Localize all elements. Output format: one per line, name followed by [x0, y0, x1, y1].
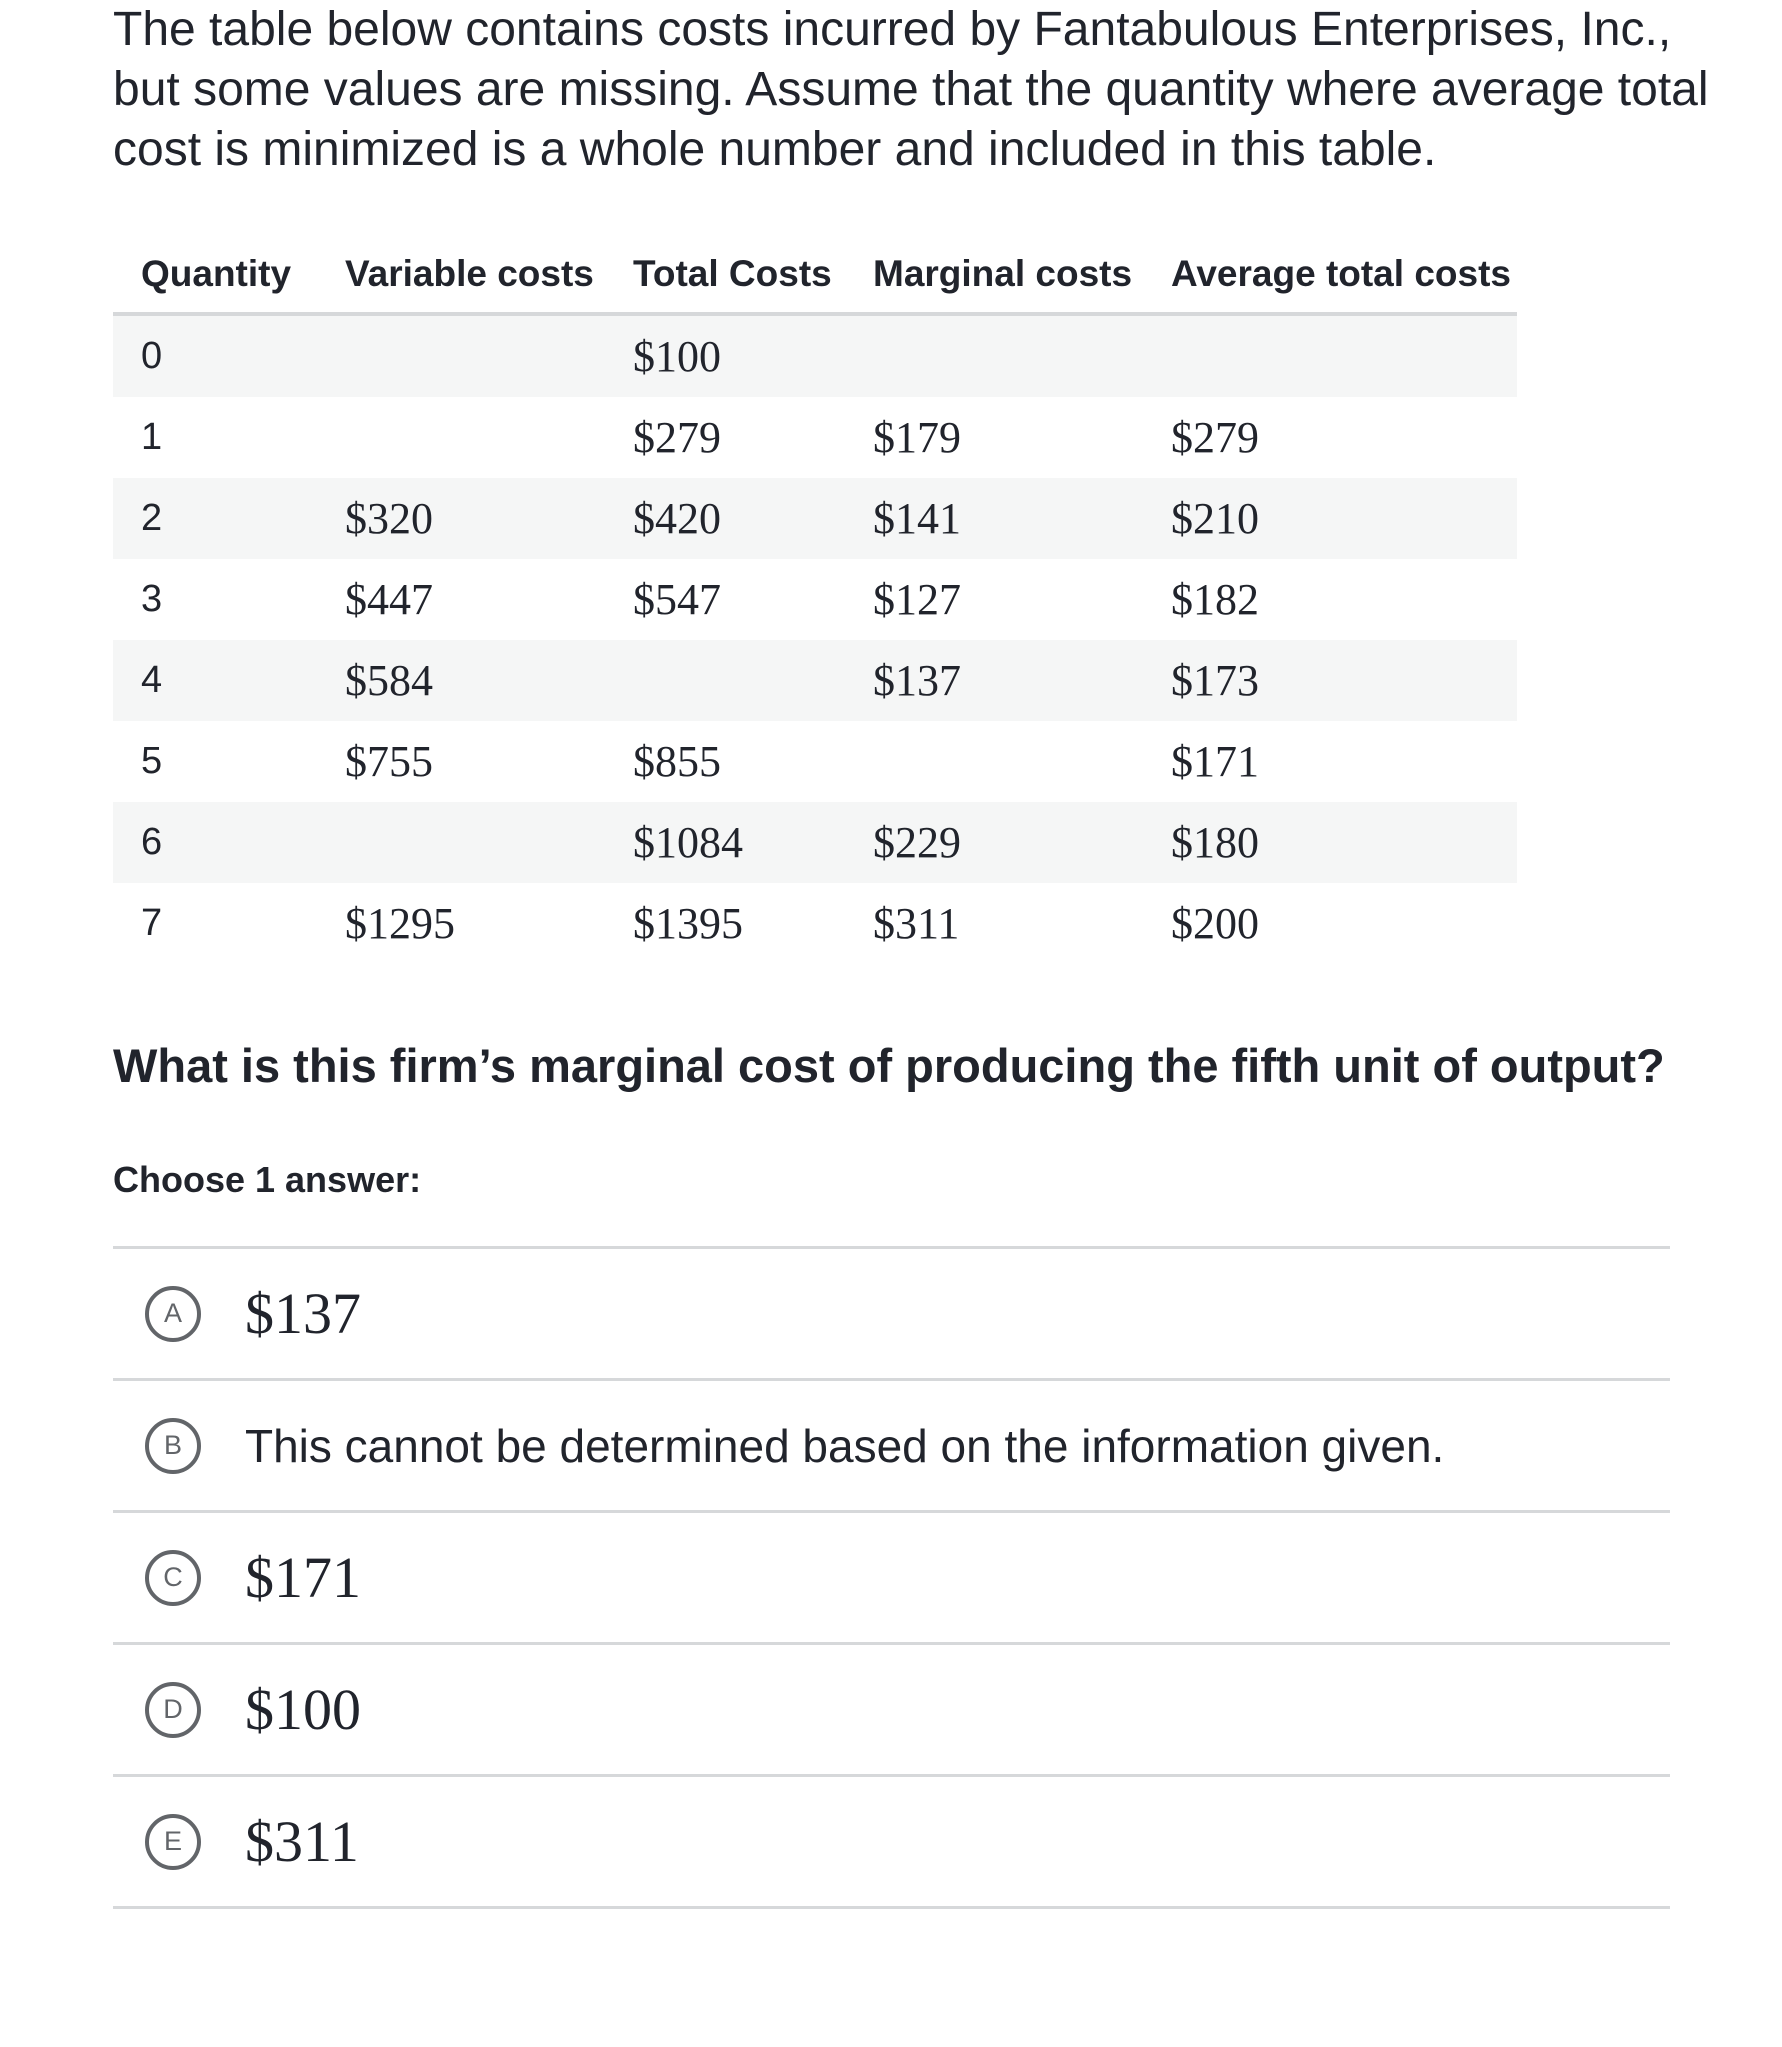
- quantity-cell: 5: [113, 721, 317, 802]
- total-costs-cell: $547: [605, 559, 845, 640]
- average-total-costs-cell: $182: [1143, 559, 1517, 640]
- total-costs-cell: $1084: [605, 802, 845, 883]
- variable-costs-cell: $1295: [317, 883, 605, 964]
- header-marginal-costs: Marginal costs: [845, 250, 1143, 314]
- total-costs-cell: $279: [605, 397, 845, 478]
- marginal-costs-cell: $127: [845, 559, 1143, 640]
- choice-letter-circle: D: [145, 1682, 201, 1738]
- answer-choices: [113, 1246, 1670, 1909]
- quantity-cell: 0: [113, 314, 317, 397]
- table-row: [113, 640, 1517, 721]
- choice-a[interactable]: [113, 1249, 1670, 1381]
- cost-table: [113, 250, 1517, 964]
- average-total-costs-cell: $210: [1143, 478, 1517, 559]
- total-costs-cell: [605, 640, 845, 721]
- quantity-cell: 6: [113, 802, 317, 883]
- table-row: [113, 721, 1517, 802]
- average-total-costs-cell: $200: [1143, 883, 1517, 964]
- average-total-costs-cell: $173: [1143, 640, 1517, 721]
- quantity-cell: 3: [113, 559, 317, 640]
- choice-text: $137: [245, 1281, 361, 1346]
- choice-e[interactable]: [113, 1777, 1670, 1909]
- total-costs-cell: $1395: [605, 883, 845, 964]
- table-row: [113, 314, 1517, 397]
- table-row: [113, 883, 1517, 964]
- marginal-costs-cell: [845, 721, 1143, 802]
- header-total-costs: Total Costs: [605, 250, 845, 314]
- variable-costs-cell: [317, 802, 605, 883]
- choice-letter-circle: C: [145, 1550, 201, 1606]
- choice-letter-circle: A: [145, 1286, 201, 1342]
- quantity-cell: 2: [113, 478, 317, 559]
- average-total-costs-cell: $279: [1143, 397, 1517, 478]
- problem-statement: The table below contains costs incurred by Fantabulous Enterprises, Inc., but some values are missing. Assume that the quantity where average total cost is minimized is a whole number and included in this table.: [113, 3, 1709, 176]
- choice-text: $171: [245, 1545, 361, 1610]
- marginal-costs-cell: $311: [845, 883, 1143, 964]
- average-total-costs-cell: $180: [1143, 802, 1517, 883]
- table-row: [113, 397, 1517, 478]
- choice-text: This cannot be determined based on the information given.: [245, 1419, 1445, 1472]
- quantity-cell: 7: [113, 883, 317, 964]
- table-row: [113, 802, 1517, 883]
- variable-costs-cell: $447: [317, 559, 605, 640]
- choice-b[interactable]: [113, 1381, 1670, 1513]
- choice-c[interactable]: [113, 1513, 1670, 1645]
- table-row: [113, 478, 1517, 559]
- table-header-row: [113, 250, 1517, 314]
- choice-text: $100: [245, 1677, 361, 1742]
- marginal-costs-cell: [845, 314, 1143, 397]
- header-variable-costs: Variable costs: [317, 250, 605, 314]
- variable-costs-cell: $320: [317, 478, 605, 559]
- question-text: What is this firm’s marginal cost of producing the fifth unit of output?: [113, 1039, 1665, 1092]
- average-total-costs-cell: $171: [1143, 721, 1517, 802]
- quantity-cell: 1: [113, 397, 317, 478]
- choose-label: Choose 1 answer:: [113, 1159, 422, 1200]
- total-costs-cell: $420: [605, 478, 845, 559]
- marginal-costs-cell: $137: [845, 640, 1143, 721]
- variable-costs-cell: $584: [317, 640, 605, 721]
- choice-d[interactable]: [113, 1645, 1670, 1777]
- variable-costs-cell: $755: [317, 721, 605, 802]
- marginal-costs-cell: $179: [845, 397, 1143, 478]
- total-costs-cell: $100: [605, 314, 845, 397]
- exercise-page: [113, 0, 1713, 1909]
- table-row: [113, 559, 1517, 640]
- average-total-costs-cell: [1143, 314, 1517, 397]
- choice-letter-circle: B: [145, 1418, 201, 1474]
- choice-letter-circle: E: [145, 1814, 201, 1870]
- total-costs-cell: $855: [605, 721, 845, 802]
- marginal-costs-cell: $229: [845, 802, 1143, 883]
- variable-costs-cell: [317, 314, 605, 397]
- variable-costs-cell: [317, 397, 605, 478]
- choice-text: $311: [245, 1809, 359, 1874]
- quantity-cell: 4: [113, 640, 317, 721]
- marginal-costs-cell: $141: [845, 478, 1143, 559]
- header-average-total-costs: Average total costs: [1143, 250, 1517, 314]
- header-quantity: Quantity: [113, 250, 317, 314]
